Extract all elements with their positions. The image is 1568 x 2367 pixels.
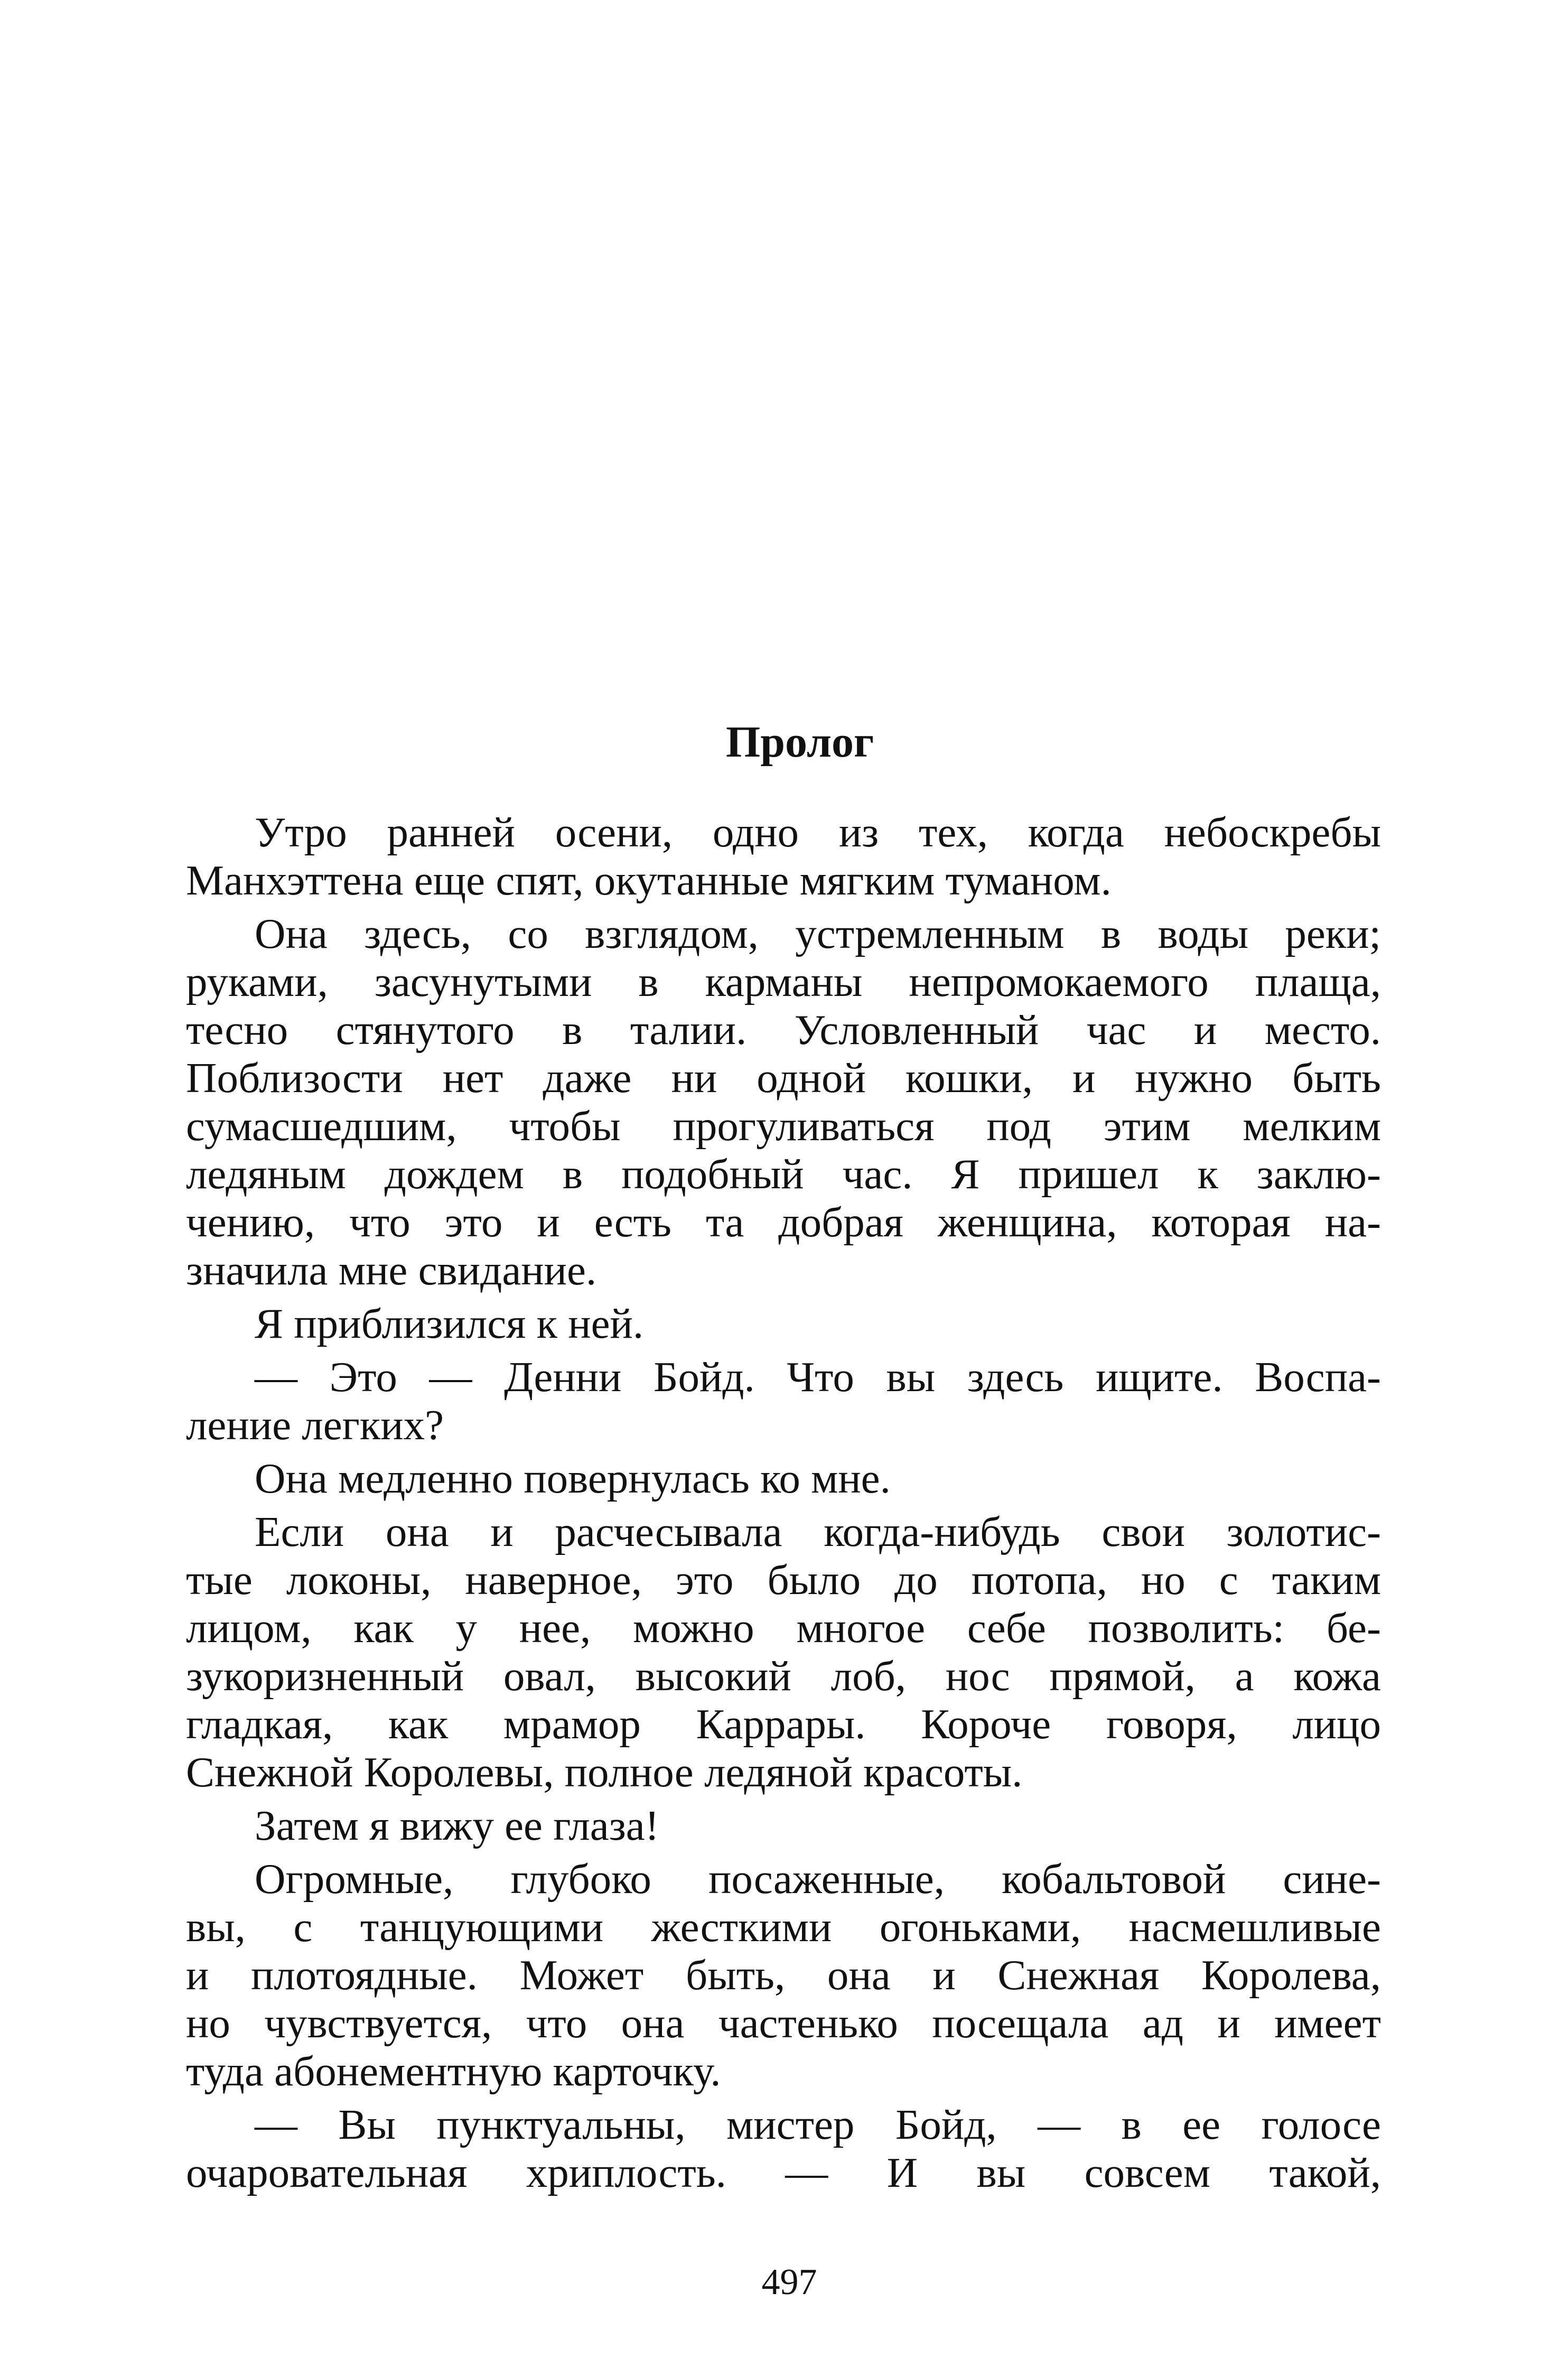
text-line: Если она и расчесывала когда-нибудь свои золотис-	[255, 1508, 1381, 1555]
text-line: руками, засунутыми в карманы непромокаемого плаща,	[186, 958, 1381, 1005]
text-line: тесно стянутого в талии. Условленный час и место.	[186, 1006, 1381, 1054]
page-number: 497	[761, 2262, 817, 2303]
text-line: но чувствуется, что она частенько посещала ад и имеет	[186, 1999, 1381, 2047]
body-text	[186, 808, 1381, 2202]
text-line: Огромные, глубоко посаженные, кобальтовой сине-	[255, 1855, 1381, 1903]
paragraph	[186, 1300, 1381, 1348]
text-line: чению, что это и есть та добрая женщина, которая на-	[186, 1198, 1381, 1246]
chapter-title: Пролог	[725, 717, 874, 767]
paragraph	[186, 1508, 1381, 1796]
text-line: очаровательная хриплость. — И вы совсем такой,	[186, 2149, 1381, 2196]
text-line: Поблизости нет даже ни одной кошки, и нужно быть	[186, 1054, 1381, 1102]
paragraph	[186, 1353, 1381, 1449]
paragraph	[186, 808, 1381, 905]
text-line: гладкая, как мрамор Каррары. Короче говоря, лицо	[186, 1700, 1381, 1748]
text-line: Она здесь, со взглядом, устремленным в воды реки;	[255, 910, 1381, 957]
text-line: ледяным дождем в подобный час. Я пришел к заклю-	[186, 1150, 1381, 1198]
text-line: тые локоны, наверное, это было до потопа, но с таким	[186, 1556, 1381, 1604]
text-line: — Это — Денни Бойд. Что вы здесь ищите. Воспа-	[255, 1353, 1381, 1401]
text-line: Она медленно повернулась ко мне.	[255, 1455, 891, 1502]
paragraph	[186, 1802, 1381, 1850]
text-line: туда абонементную карточку.	[186, 2047, 721, 2095]
paragraph	[186, 910, 1381, 1294]
text-line: Манхэттена еще спят, окутанные мягким туманом.	[186, 856, 1112, 904]
text-line: Утро ранней осени, одно из тех, когда небоскребы	[255, 808, 1381, 856]
text-line: ление легких?	[186, 1401, 444, 1449]
text-line: Я приблизился к ней.	[255, 1300, 644, 1347]
text-line: Снежной Королевы, полное ледяной красоты.	[186, 1748, 1023, 1796]
text-line: лицом, как у нее, можно многое себе позволить: бе-	[186, 1604, 1381, 1652]
paragraph	[186, 1455, 1381, 1503]
text-line: вы, с танцующими жесткими огоньками, насмешливые	[186, 1903, 1381, 1951]
text-line: — Вы пунктуальны, мистер Бойд, — в ее голосе	[255, 2101, 1381, 2148]
text-line: и плотоядные. Может быть, она и Снежная Королева,	[186, 1951, 1381, 1999]
paragraph	[186, 1855, 1381, 2095]
text-line: зукоризненный овал, высокий лоб, нос прямой, а кожа	[186, 1652, 1381, 1700]
text-line: сумасшедшим, чтобы прогуливаться под этим мелким	[186, 1102, 1381, 1150]
paragraph	[186, 2101, 1381, 2197]
text-line: Затем я вижу ее глаза!	[255, 1802, 659, 1849]
text-line: значила мне свидание.	[186, 1246, 597, 1294]
